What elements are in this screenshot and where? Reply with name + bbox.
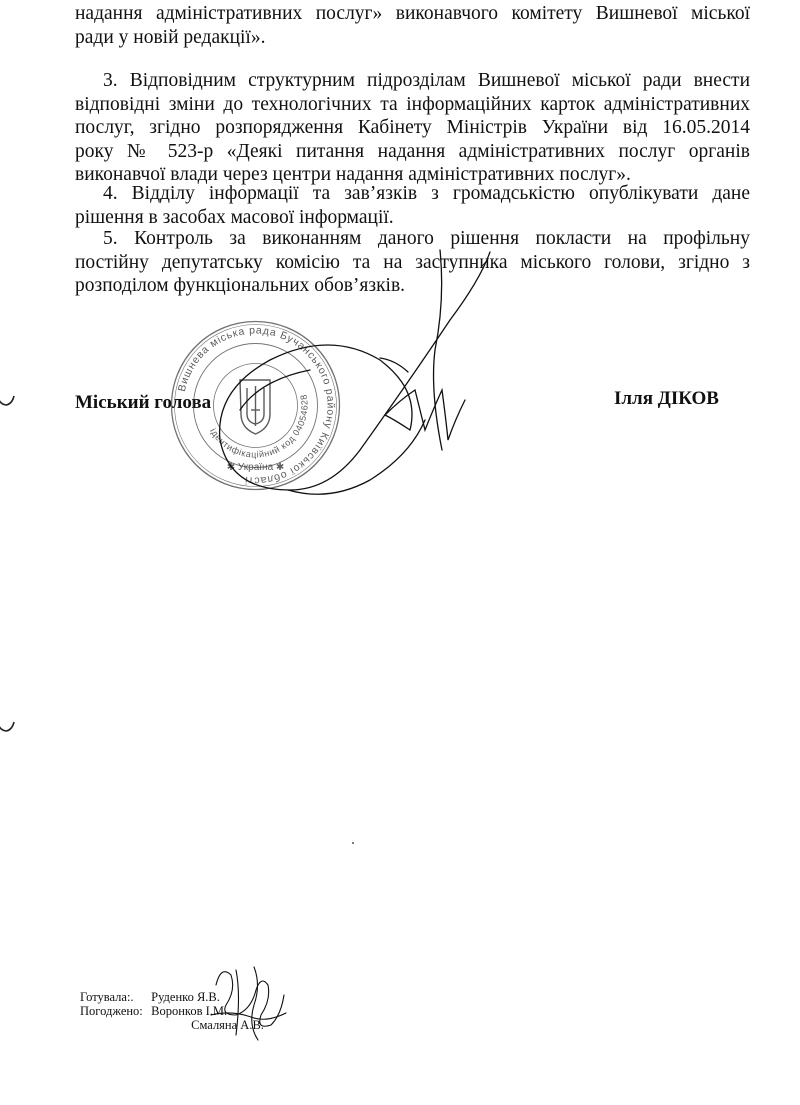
item-4-line-1: 4. Відділу інформації та зав’язків з громадськістю опублікувати дане: [103, 183, 750, 204]
mayor-name: Ілля ДІКОВ: [614, 388, 719, 409]
prepared-label: Готувала:.: [80, 990, 134, 1004]
agreed-name-1: Воронков І.М.: [151, 1004, 228, 1018]
mayor-signature: [180, 240, 560, 530]
intro-line-1: надання адміністративних послуг» виконавчого комітету Вишневої міської: [75, 3, 750, 24]
hole-punch-icon: [0, 382, 16, 408]
prepared-row: [80, 990, 264, 1004]
item-5-line-3: розподілом функціональних обов’язків.: [75, 275, 406, 296]
intro-line-2: ради у новій редакції».: [75, 26, 266, 48]
item-5-line-2: постійну депутатську комісію та на заступника міського голови, згідно з: [75, 251, 750, 273]
mayor-title: Міський голова: [75, 392, 212, 413]
agreed-row: [80, 1004, 264, 1018]
stamp-outer-text: Вишнева міська рада Бучанського району Київської області: [175, 324, 337, 487]
item-3-line-5: виконавчої влади через центри надання адміністративних послуг».: [75, 164, 631, 185]
intro-paragraph: [75, 2, 750, 49]
agreed-label: Погоджено:: [80, 1004, 143, 1018]
item-4-line-2: рішення в засобах масової інформації.: [75, 206, 394, 228]
item-3-line-1: 3. Відповідним структурним підрозділам Вишневої міської ради внести: [103, 70, 750, 91]
item-3-line-2: відповідні зміни до технологічних та інформаційних карток адміністративних: [75, 93, 750, 115]
stamp-bottom-text: ✱ Україна ✱: [226, 462, 285, 473]
agreed-row-2: [80, 1018, 264, 1032]
footer-approvals: [80, 990, 264, 1032]
item-3-line-4: року № 523-р «Деякі питання надання адміністративних послуг органів: [75, 140, 750, 162]
prepared-name: Руденко Я.В.: [151, 990, 220, 1004]
item-5-line-1: 5. Контроль за виконанням даного рішення покласти на профільну: [103, 228, 750, 249]
item-4-paragraph: [75, 182, 750, 229]
item-3-paragraph: [75, 69, 750, 187]
stamp-inner-text-path: ідентифікаційний код 04054628: [208, 393, 310, 460]
agreed-name-2: Смаляна А.В.: [191, 1018, 264, 1032]
scan-speck: [352, 842, 354, 844]
hole-punch-icon: [0, 708, 16, 734]
item-3-line-3: послуг, згідно розпорядження Кабінету Міністрів України від 16.05.2014: [75, 117, 750, 138]
